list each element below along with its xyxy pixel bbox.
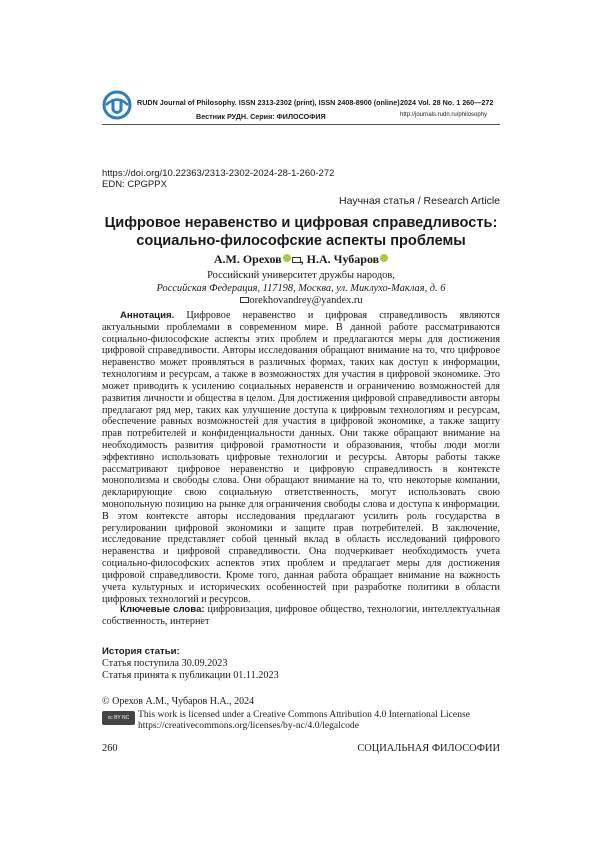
keywords-label: Ключевые слова:: [120, 604, 205, 615]
license-url[interactable]: https://creativecommons.org/licenses/by-nc/4.0/legalcode: [138, 720, 359, 731]
cc-license-icon[interactable]: cc BY NC: [102, 711, 135, 725]
abstract-text: Цифровое неравенство и цифровая справедливость являются актуальными проблемами в современном мире. В данной работе рассматриваются социально-философские аспекты этих проблем и предлагаются меры для достижения цифровой справедливости. Авторы исследования обращают внимание на то, что цифровое неравенство может проявляться в различных формах, таких как доступ к информации, технологиям и ресурсам, а также в возможностях для участия в цифровой экономике. Это может приводить к усилению социальных неравенств и ограничению возможностей для развития личности и общества в целом. Для достижения цифровой справедливости авторы предлагают ряд мер, таких как улучшение доступа к цифровым технологиям и ресурсам, обеспечение равных возможностей для участия в цифровой экономике, а также защиту прав потребителей и конфиденциальности данных. Они также обращают внимание на необходимость развития цифровой грамотности и образования, чтобы люди могли эффективно использовать цифровые технологии и ресурсы. Авторы работы также рассматривают цифровое неравенство и цифровую справедливость в контексте монополизма и свободы слова. Они обращают внимание на то, что некоторые компании, декларирующие свою социальную ответственность, могут использовать свою монопольную позицию на рынке для ограничения свободы слова и доступа к информации. В этом контексте авторы исследования предлагают усилить роль государства в регулировании цифровой экономики и защите прав потребителей. В заключение, исследование представляет собой ценный вклад в область исследований цифрового неравенства и цифровой справедливости. Она подчеркивает необходимость учета социально-философских аспектов этих проблем и предлагает меры для достижения цифровой справедливости. Кроме того, данная работа обращает внимание на важность учета культурных и исторических особенностей при разработке политики в области цифровых технологий и ресурсов.: [102, 310, 500, 605]
orcid-icon[interactable]: [283, 254, 291, 262]
doi-block: [102, 168, 334, 190]
orcid-icon[interactable]: [380, 254, 388, 262]
rudn-logo-icon: [102, 90, 132, 120]
license-block: [138, 709, 470, 731]
affiliation: [102, 270, 500, 308]
issue-info: 2024 Vol. 28 No. 1 260—272: [400, 98, 494, 107]
copyright: © Орехов А.М., Чубаров Н.А., 2024: [102, 696, 255, 707]
vestnik-line: Вестник РУДН. Серия: ФИЛОСОФИЯ: [196, 112, 326, 121]
license-text: This work is licensed under a Creative Commons Attribution 4.0 International License: [138, 709, 470, 720]
journal-line: RUDN Journal of Philosophy. ISSN 2313-2302 (print), ISSN 2408-8900 (online): [137, 98, 400, 107]
article-type: Научная статья / Research Article: [339, 195, 500, 207]
abstract-label: Аннотация.: [120, 310, 175, 321]
email-icon: [240, 297, 249, 303]
page-number: 260: [102, 743, 118, 754]
journal-url[interactable]: http://journals.rudn.ru/philosophy: [400, 112, 488, 118]
authors: [102, 252, 500, 267]
email-icon[interactable]: [292, 257, 301, 263]
edn: EDN: CPGPPX: [102, 179, 167, 190]
title-line-2: социально-философские аспекты проблемы: [136, 233, 466, 249]
history-label: История статьи:: [102, 646, 180, 657]
history-accepted: Статья принята к публикации 01.11.2023: [102, 669, 279, 681]
affiliation-university: Российский университет дружбы народов,: [207, 270, 395, 281]
title-line-1: Цифровое неравенство и цифровая справедливость:: [104, 215, 498, 231]
section-name: СОЦИАЛЬНАЯ ФИЛОСОФИИ: [357, 743, 500, 754]
article-history: [102, 646, 279, 681]
header-divider: [102, 124, 500, 125]
author-separator: ,: [300, 252, 307, 266]
article-title: [102, 214, 500, 250]
keywords-text: цифровизация, цифровое общество, технологии, интеллектуальная собственность, интернет: [102, 604, 500, 627]
history-received: Статья поступила 30.09.2023: [102, 657, 228, 669]
author-email[interactable]: orekhovandrey@yandex.ru: [249, 295, 363, 306]
keywords: [102, 604, 500, 628]
doi-link[interactable]: https://doi.org/10.22363/2313-2302-2024-28-1-260-272: [102, 168, 335, 179]
author-1[interactable]: А.М. Орехов: [213, 252, 282, 266]
author-2[interactable]: Н.А. Чубаров: [306, 252, 380, 266]
abstract: [102, 310, 500, 605]
affiliation-address: Российская Федерация, 117198, Москва, ул. Миклухо-Маклая, д. 6: [156, 282, 446, 294]
